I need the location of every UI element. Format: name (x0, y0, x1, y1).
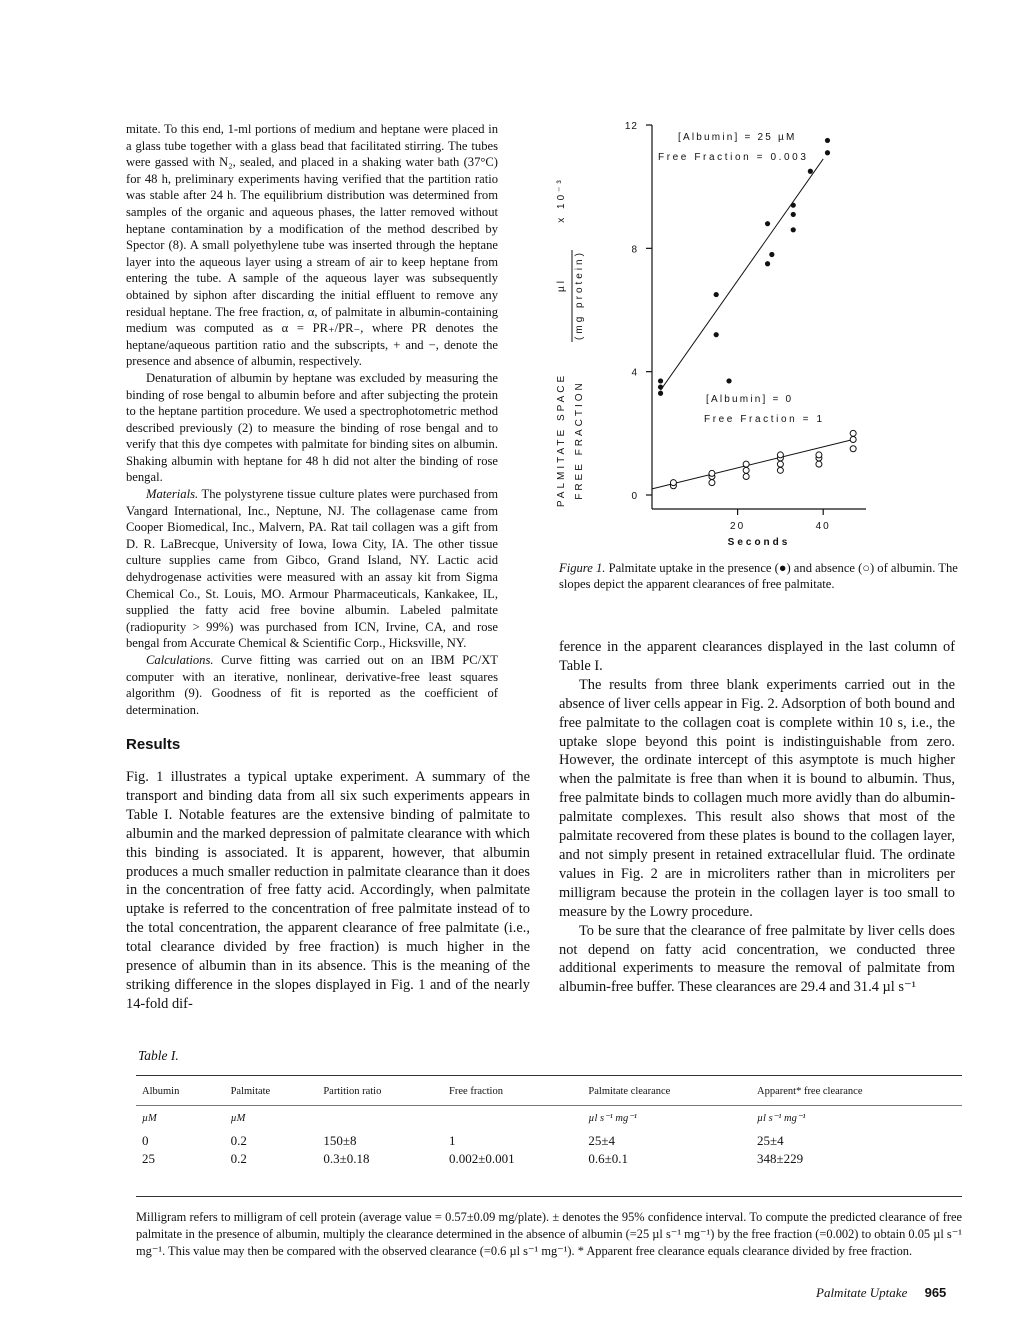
table-cell: 0.2 (230, 1151, 247, 1166)
data-point-no-albumin (777, 452, 783, 458)
figure-caption (559, 560, 959, 593)
paragraph: To be sure that the clearance of free palmitate by liver cells does not depend on fatty acid concentration, we conducted three additional experiments to measure the removal of palmitate from albumin-free buffer. These clearances are 29.4 and 31.4 µl s⁻¹ (559, 922, 955, 996)
running-title: Palmitate Uptake (816, 1285, 908, 1300)
data-point-albumin (791, 227, 796, 232)
table-cell: 25 (142, 1151, 155, 1166)
column-header: Palmitate (225, 1076, 318, 1106)
figure-label: Figure 1. (559, 561, 606, 575)
column-header: Palmitate clearance (582, 1076, 751, 1106)
data-point-no-albumin (743, 474, 749, 480)
y-axis-label: PALMITATE SPACE (556, 372, 567, 508)
column-header: Apparent* free clearance (751, 1076, 962, 1106)
column-header: Partition ratio (317, 1076, 443, 1106)
paragraph-body: The polystyrene tissue culture plates were purchased from Vangard International, Inc., Neptune, NJ. The collagenase came from Cooper Biomedical, Inc., Malvern, PA. Rat tail collagen was a gift from D. R. LaBrecque, University of Iowa, Iowa City, IA. The other tissue culture supplies came from Gibco, Grand Island, NY. Lactic acid dehydrogenase activities were measured with an assay kit from Sigma Chemical Co., St. Louis, MO. Armour Pharmaceuticals, Kankakee, IL, supplied the fatty acid free bovine albumin. Labeled palmitate (radiopurity > 99%) was purchased from ICN, Irvine, CA, and rose bengal from Accurate Chemical & Scientific Corp., Hicksville, NY. (126, 487, 499, 651)
page-footer (816, 1285, 946, 1301)
unit-cell: µM (136, 1106, 225, 1133)
y-axis-label-2: FREE FRACTION (574, 380, 585, 500)
data-point-albumin (658, 378, 663, 383)
data-point-albumin (714, 292, 719, 297)
x-axis-label: Seconds (727, 537, 791, 548)
y-tick-label: 8 (631, 244, 638, 256)
unit-cell: µl s⁻¹ mg⁻¹ (582, 1106, 751, 1133)
paragraph-body: Curve fitting was carried out on an IBM PC/XT computer with an iterative, nonlinear, derivative-free least squares algorithm (9). Goodness of fit is reported as the coefficient of determination. (126, 653, 498, 717)
series-fraction-no-albumin: Free Fraction = 1 (704, 414, 825, 425)
data-point-albumin (765, 261, 770, 266)
figure-1 (540, 110, 980, 550)
table-cell: 0.6±0.1 (588, 1151, 629, 1166)
chart (540, 110, 980, 550)
data-point-no-albumin (777, 467, 783, 473)
table-1 (136, 1075, 962, 1179)
section-heading: Results (126, 736, 181, 753)
x-tick-label: 20 (730, 521, 746, 532)
table-header-row (136, 1076, 962, 1106)
page-number: 965 (924, 1285, 947, 1300)
data-point-albumin (769, 252, 774, 257)
data-point-no-albumin (743, 467, 749, 473)
paragraph: Fig. 1 illustrates a typical uptake experiment. A summary of the transport and binding data from all six such experiments appears in Table I. Notable features are the extensive binding of palmitate to albumin and the marked depression of palmitate clearance with which this binding is associated. It is apparent, however, that albumin produces a much smaller reduction in palmitate clearance than it does in the concentration of free fatty acid. Accordingly, when palmitate uptake is referred to the concentration of free palmitate instead of to the total concentration, the apparent clearance of free palmitate (i.e., total clearance divided by free fraction) is much higher in the presence of albumin than in its absence. This is the meaning of the striking difference in the slopes displayed in Fig. 1 and of the nearly 14-fold dif- (126, 769, 530, 1012)
figure-caption-text: Palmitate uptake in the presence (●) and absence (○) of albumin. The slopes depict the apparent clearances of free palmitate. (559, 561, 958, 592)
series-label-no-albumin: [Albumin] = 0 (706, 394, 794, 405)
data-point-no-albumin (850, 430, 856, 436)
data-point-no-albumin (850, 446, 856, 452)
table-cell: 0.2 (230, 1133, 247, 1148)
data-point-albumin (765, 221, 770, 226)
column-header: Albumin (136, 1076, 225, 1106)
data-point-no-albumin (816, 461, 822, 467)
data-point-no-albumin (670, 480, 676, 486)
table-row (136, 1132, 962, 1150)
fit-line-albumin (661, 159, 824, 390)
y-units-label: µl (556, 278, 567, 292)
table-cell: 1 (449, 1133, 456, 1148)
data-point-albumin (658, 384, 663, 389)
methods-text (126, 121, 498, 718)
data-point-albumin (726, 378, 731, 383)
series-fraction-albumin: Free Fraction = 0.003 (658, 152, 809, 163)
unit-cell (443, 1106, 582, 1133)
results-text (126, 768, 530, 1014)
y-tick-label: 0 (631, 491, 638, 502)
table-cell: 25±4 (757, 1133, 784, 1148)
series-label-albumin: [Albumin] = 25 µM (678, 132, 797, 143)
run-in-heading: Materials. (146, 487, 199, 502)
data-point-albumin (714, 332, 719, 337)
right-column-text (559, 638, 955, 997)
data-point-no-albumin (709, 470, 715, 476)
paragraph: mitate. To this end, 1-ml portions of medium and heptane were placed in a glass tube together with a glass bead that facilitated stirring. The tubes were gassed with N₂, sealed, and placed in a shaking water bath (37°C) for 48 h, preliminary experiments having verified that the partition ratio was stable after 24 h. The equilibrium distribution was determined from samples of the organic and aqueous phases, the latter removed without heptane contamination by a modification of the method described by Spector (8). A small polyethylene tube was inserted through the heptane layer into the aqueous layer using a stream of air to keep heptane from entering the tube. A sample of the aqueous layer was subsequently obtained by siphon after discarding the initial effluent to remove any residual heptane. The free fraction, α, of palmitate in albumin-containing medium was computed as α = PR₊/PR₋, where PR denotes the heptane/aqueous partition ratio and the subscripts, + and −, denote the presence and absence of albumin, respectively. (126, 122, 498, 369)
table-row (136, 1150, 962, 1179)
data-point-no-albumin (850, 437, 856, 443)
data-point-no-albumin (743, 461, 749, 467)
x-tick-label: 40 (815, 521, 831, 532)
data-point-albumin (825, 150, 830, 155)
units-row (136, 1106, 962, 1133)
table-cell: 0.3±0.18 (323, 1151, 370, 1166)
table-cell: 25±4 (588, 1133, 616, 1148)
paragraph: The results from three blank experiments carried out in the absence of liver cells appear in Fig. 2. Adsorption of both bound and free palmitate to the collagen coat is complete within 10 s, i.e., the uptake slope beyond this point is indistinguishable from zero. However, the ordinate intercept of this asymptote is much higher when the palmitate is free than when it is bound to albumin. Thus, free palmitate binds to collagen much more avidly than do albumin-palmitate complexes. This result also shows that most of the palmitate recovered from these plates is bound to the collagen layer, and not simply present in retained extracellular fluid. The ordinate values in Fig. 2 are in microliters rather than in microliters per milligram because the protein in the collagen layer is too small to measure by the Lowry procedure. (559, 676, 955, 920)
table-cell: 0.002±0.001 (449, 1151, 515, 1166)
table-cell: 150±8 (323, 1133, 357, 1148)
paragraph: Denaturation of albumin by heptane was excluded by measuring the binding of rose bengal to albumin before and after subjecting the protein to the heptane partition procedure. We used a spectrophotometric method described previously (2) to measure the binding of rose bengal and to verify that this dye competes with palmitate for binding sites on albumin. Shaking albumin with heptane for 48 h did not alter the binding of rose bengal. (126, 370, 498, 485)
column-header: Free fraction (443, 1076, 582, 1106)
table-footnote: Milligram refers to milligram of cell protein (average value = 0.57±0.09 mg/plate). ± denotes the 95% confidence interval. To compute the predicted clearance of free palmitate in the presence of albumin, multiply the clearance determined in the absence of albumin (=25 µl s⁻¹ mg⁻¹) by the free fraction (=0.002) to obtain 0.05 µl s⁻¹ mg⁻¹. This value may then be compared with the observed clearance (=0.6 µl s⁻¹ mg⁻¹). * Apparent free clearance equals clearance divided by free fraction. (136, 1196, 962, 1260)
data-point-albumin (825, 138, 830, 143)
data-point-no-albumin (777, 461, 783, 467)
data-point-albumin (791, 212, 796, 217)
run-in-heading: Calculations. (146, 653, 214, 667)
table-cell: 348±229 (757, 1151, 804, 1166)
paragraph: ference in the apparent clearances displayed in the last column of Table I. (559, 639, 955, 674)
y-scale-label: x 10⁻³ (556, 177, 567, 223)
data-point-albumin (791, 203, 796, 208)
paragraph (126, 652, 498, 718)
table-title: Table I. (138, 1048, 179, 1063)
data-point-albumin (658, 391, 663, 396)
data-point-no-albumin (709, 480, 715, 486)
data-point-no-albumin (816, 452, 822, 458)
y-tick-label: 12 (624, 121, 638, 132)
data-point-albumin (808, 169, 813, 174)
unit-cell: µM (225, 1106, 318, 1133)
table-cell: 0 (142, 1133, 149, 1148)
unit-cell: µl s⁻¹ mg⁻¹ (751, 1106, 962, 1133)
y-tick-label: 4 (631, 367, 638, 379)
data-table (136, 1075, 962, 1179)
fit-line-no-albumin (652, 440, 853, 489)
y-units-label-2: (mg protein) (574, 250, 585, 340)
unit-cell (317, 1106, 443, 1133)
paragraph (126, 486, 498, 652)
